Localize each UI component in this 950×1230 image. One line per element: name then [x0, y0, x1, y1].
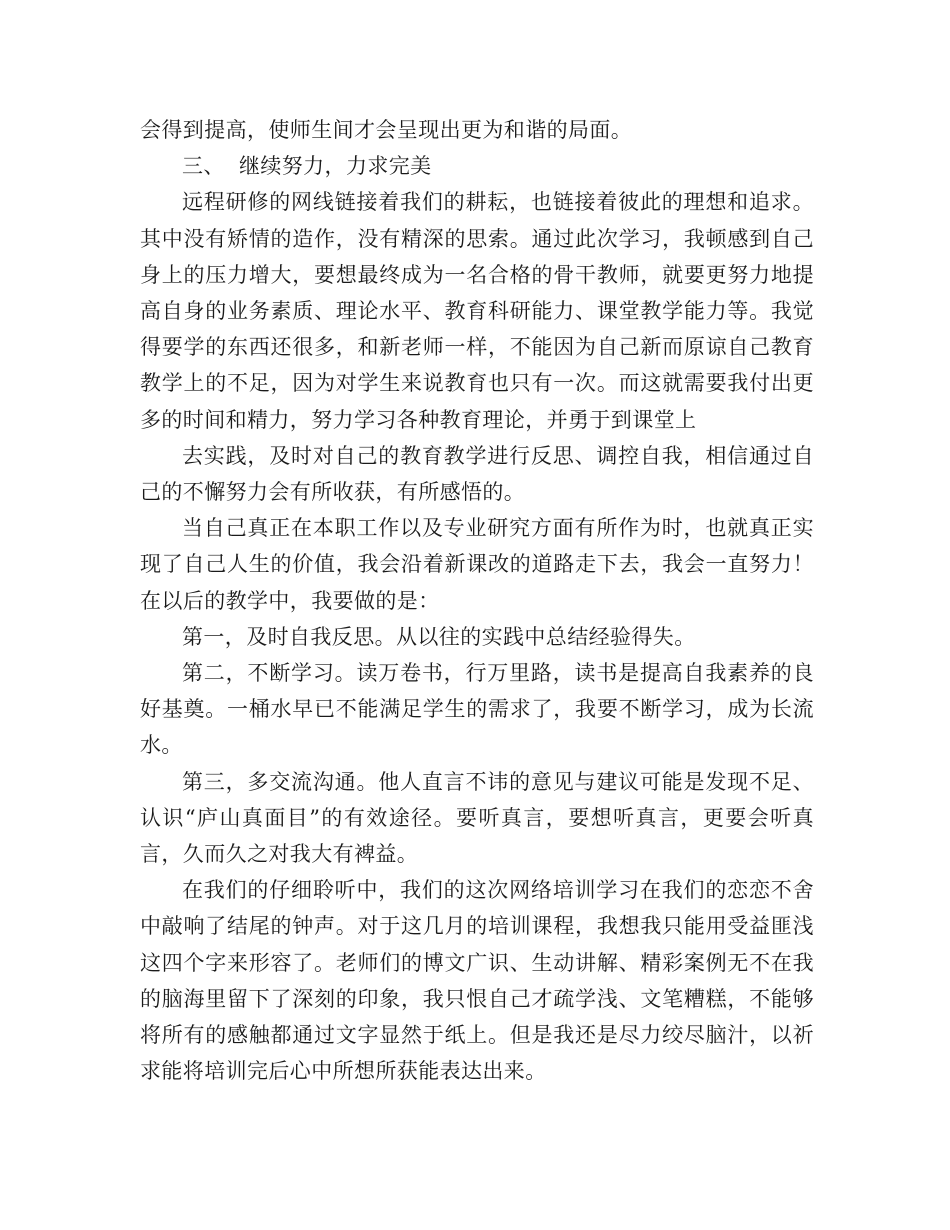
paragraph-list-item-1: 第一，及时自我反思。从以往的实践中总结经验得失。	[182, 624, 696, 649]
paragraph-list-item-3: 第三，多交流沟通。他人直言不讳的意见与建议可能是发现不足、认识“庐山真面目”的有效途径。要听真言，要想听真言，更要会听真言，久而久之对我大有裨益。	[140, 769, 814, 867]
paragraph-continuation: 会得到提高，使师生间才会呈现出更为和谐的局面。	[140, 118, 633, 142]
section-heading: 三、 继续努力，力求完美	[182, 154, 432, 179]
paragraph-body: 当自己真正在本职工作以及专业研究方面有所作为时，也就真正实现了自己人生的价值，我会沿着新课改的道路走下去，我会一直努力！在以后的教学中，我要做的是：	[140, 516, 814, 613]
paragraph-body: 在我们的仔细聆听中，我们的这次网络培训学习在我们的恋恋不舍中敲响了结尾的钟声。对于这几月的培训课程，我想我只能用受益匪浅这四个字来形容了。老师们的博文广识、生动讲解、精彩案例无不在我的脑海里留下了深刻的印象，我只恨自己才疏学浅、文笔糟糕，不能够将所有的感触都通过文字显然于纸上。但是我还是尽力绞尽脑汁，以祈求能将培训完后心中所想所获能表达出来。	[140, 878, 814, 1084]
paragraph-list-item-2: 第二，不断学习。读万卷书，行万里路，读书是提高自我素养的良好基奠。一桶水早已不能满足学生的需求了，我要不断学习，成为长流水。	[140, 661, 814, 758]
paragraph-body: 去实践，及时对自己的教育教学进行反思、调控自我，相信通过自己的不懈努力会有所收获，有所感悟的。	[140, 443, 814, 505]
document-page	[140, 112, 814, 1089]
paragraph-body: 远程研修的网线链接着我们的耕耘，也链接着彼此的理想和追求。其中没有矫情的造作，没有精深的思索。通过此次学习，我顿感到自己身上的压力增大，要想最终成为一名合格的骨干教师，就要更努力地提高自身的业务素质、理论水平、教育科研能力、课堂教学能力等。我觉得要学的东西还很多，和新老师一样，不能因为自己新而原谅自己教育教学上的不足，因为对学生来说教育也只有一次。而这就需要我付出更多的时间和精力，努力学习各种教育理论，并勇于到课堂上	[140, 190, 814, 432]
